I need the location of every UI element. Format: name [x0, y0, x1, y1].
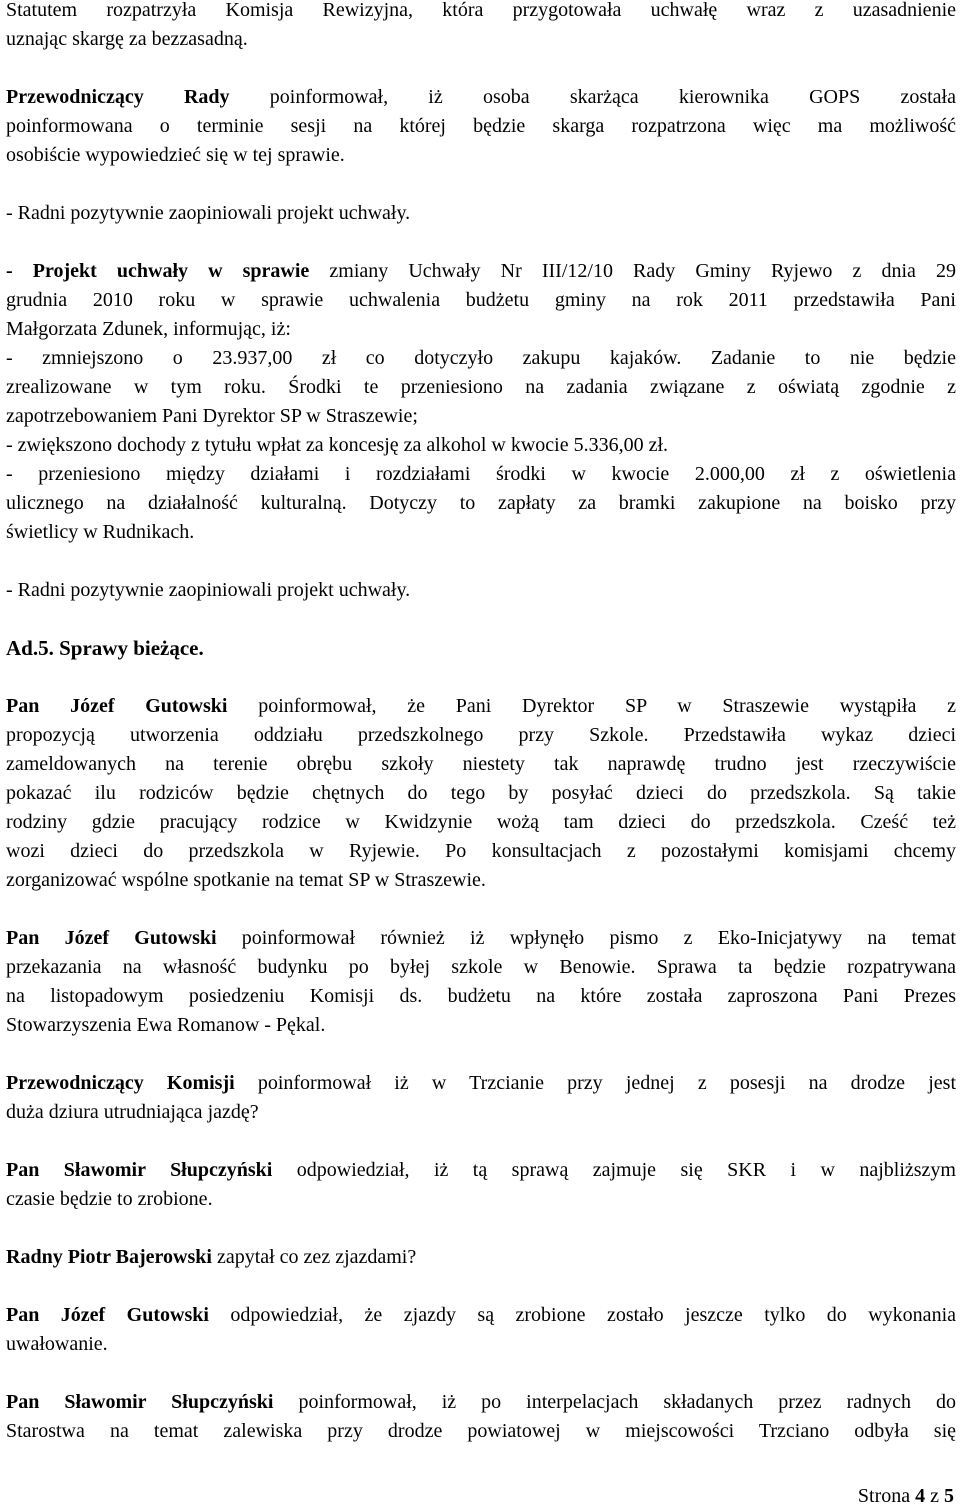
text-line: zrealizowane w tym roku. Środki te przeniesiono na zadania związane z oświatą zgodnie z: [6, 376, 956, 398]
paragraph-radni-opinion-2: [6, 576, 956, 605]
text-line: grudnia 2010 roku w sprawie uchwalenia budżetu gminy na rok 2011 przedstawiła Pani: [6, 289, 956, 311]
section-heading: Ad.5. Sprawy bieżące.: [6, 636, 204, 660]
text-line: na listopadowym posiedzeniu Komisji ds. budżetu na które została zaproszona Pani Prezes: [6, 985, 956, 1007]
text-line: zapotrzebowaniem Pani Dyrektor SP w Straszewie;: [6, 405, 418, 427]
text-line: przekazania na własność budynku po byłej szkole w Benowie. Sprawa ta będzie rozpatrywana: [6, 956, 956, 978]
text-line: propozycją utworzenia oddziału przedszkolnego przy Szkole. Przedstawiła wykaz dzieci: [6, 724, 956, 746]
speaker-name: Przewodniczący Komisji: [6, 1072, 235, 1094]
paragraph-komisja-rewizyjna: [6, 0, 956, 54]
text-line: [6, 924, 956, 953]
paragraph-slupczynski-2: [6, 1388, 956, 1446]
text-line: - przeniesiono między działami i rozdziałami środki w kwocie 2.000,00 zł z oświetlenia: [6, 463, 956, 485]
paragraph-gutowski-2: [6, 924, 956, 1040]
text-line: [6, 1156, 956, 1185]
speaker-name: Pan Józef Gutowski: [6, 1304, 209, 1326]
text-line: - zmniejszono o 23.937,00 zł co dotyczyło zakupu kajaków. Zadanie to nie będzie: [6, 347, 956, 369]
text-line: [6, 257, 956, 286]
text-line: [6, 1301, 956, 1330]
text-line: duża dziura utrudniająca jazdę?: [6, 1101, 259, 1123]
text-line: osobiście wypowiedzieć się w tej sprawie.: [6, 144, 345, 166]
paragraph-slupczynski-1: [6, 1156, 956, 1214]
text-run: odpowiedział, iż tą sprawą zajmuje się SKR i w najbliższym: [272, 1159, 956, 1181]
text-line: Starostwa na temat zalewiska przy drodze powiatowej w miejscowości Trzciano odbyła się: [6, 1420, 956, 1442]
text-line: ulicznego na działalność kulturalną. Dotyczy to zapłaty za bramki zakupione na boisko przy: [6, 492, 956, 514]
text-line: świetlicy w Rudnikach.: [6, 521, 195, 543]
page-number-separator: z: [925, 1485, 944, 1507]
paragraph-gutowski-1: [6, 692, 956, 895]
text-line: uwałowanie.: [6, 1333, 108, 1355]
text-line: [6, 83, 956, 112]
text-line: Stowarzyszenia Ewa Romanow - Pękal.: [6, 1014, 326, 1036]
speaker-name: Radny Piotr Bajerowski: [6, 1246, 212, 1268]
text-line: [6, 1069, 956, 1098]
text-run: poinformował, iż po interpelacjach składanych przez radnych do: [273, 1391, 956, 1413]
document-page: [6, 0, 956, 1446]
paragraph-przewodniczacy-rady: [6, 83, 956, 170]
text-run: poinformował iż w Trzcianie przy jednej z posesji na drodze jest: [234, 1072, 956, 1094]
text-line: [6, 692, 956, 721]
text-run: poinformował, że Pani Dyrektor SP w Straszewie wystąpiła z: [227, 695, 956, 717]
text-line: wozi dzieci do przedszkola w Ryjewie. Po konsultacjach z pozostałymi komisjami chcemy: [6, 840, 956, 862]
text-line: poinformowana o terminie sesji na której będzie skarga rozpatrzona więc ma możliwość: [6, 115, 956, 137]
speaker-name: Pan Sławomir Słupczyński: [6, 1391, 274, 1413]
text-line: - Radni pozytywnie zaopiniowali projekt uchwały.: [6, 579, 411, 601]
speaker-name: Pan Józef Gutowski: [6, 927, 217, 949]
text-line: pokazać ilu rodziców będzie chętnych do tego by posyłać dzieci do przedszkola. Są takie: [6, 782, 956, 804]
paragraph-radni-opinion-1: [6, 199, 956, 228]
page-number-total: 5: [944, 1485, 954, 1507]
paragraph-bajerowski: [6, 1243, 956, 1272]
text-line: uznając skargę za bezzasadną.: [6, 28, 248, 50]
text-line: Statutem rozpatrzyła Komisja Rewizyjna, która przygotowała uchwałę wraz z uzasadnienie: [6, 0, 956, 21]
text-line: [6, 1243, 956, 1272]
page-number: [858, 1482, 954, 1511]
paragraph-projekt-uchwaly: [6, 257, 956, 547]
paragraph-przewodniczacy-komisji: [6, 1069, 956, 1127]
text-run: poinformował, iż osoba skarżąca kierownika GOPS została: [229, 86, 956, 108]
text-run: odpowiedział, że zjazdy są zrobione zostało jeszcze tylko do wykonania: [208, 1304, 956, 1326]
text-line: Małgorzata Zdunek, informując, iż:: [6, 318, 291, 340]
speaker-name: Przewodniczący Rady: [6, 86, 230, 108]
speaker-name: Pan Sławomir Słupczyński: [6, 1159, 273, 1181]
page-number-prefix: Strona: [857, 1485, 916, 1507]
paragraph-gutowski-3: [6, 1301, 956, 1359]
projekt-lead: - Projekt uchwały w sprawie: [6, 260, 310, 282]
text-line: - Radni pozytywnie zaopiniowali projekt uchwały.: [6, 202, 411, 224]
text-run: poinformował również iż wpłynęło pismo z Eko-Inicjatywy na temat: [216, 927, 956, 949]
text-run: zmiany Uchwały Nr III/12/10 Rady Gminy Ryjewo z dnia 29: [309, 260, 956, 282]
text-line: czasie będzie to zrobione.: [6, 1188, 213, 1210]
text-line: zameldowanych na terenie obrębu szkoły niestety tak naprawdę trudno jest rzeczywiście: [6, 753, 956, 775]
text-run: zapytał co zez zjazdami?: [211, 1246, 417, 1268]
speaker-name: Pan Józef Gutowski: [6, 695, 228, 717]
text-line: - zwiększono dochody z tytułu wpłat za koncesję za alkohol w kwocie 5.336,00 zł.: [6, 434, 669, 456]
text-line: rodziny gdzie pracujący rodzice w Kwidzynie wożą tam dzieci do przedszkola. Cześć też: [6, 811, 956, 833]
text-line: [6, 1388, 956, 1417]
text-line: zorganizować wspólne spotkanie na temat SP w Straszewie.: [6, 869, 486, 891]
page-number-current: 4: [915, 1485, 926, 1507]
